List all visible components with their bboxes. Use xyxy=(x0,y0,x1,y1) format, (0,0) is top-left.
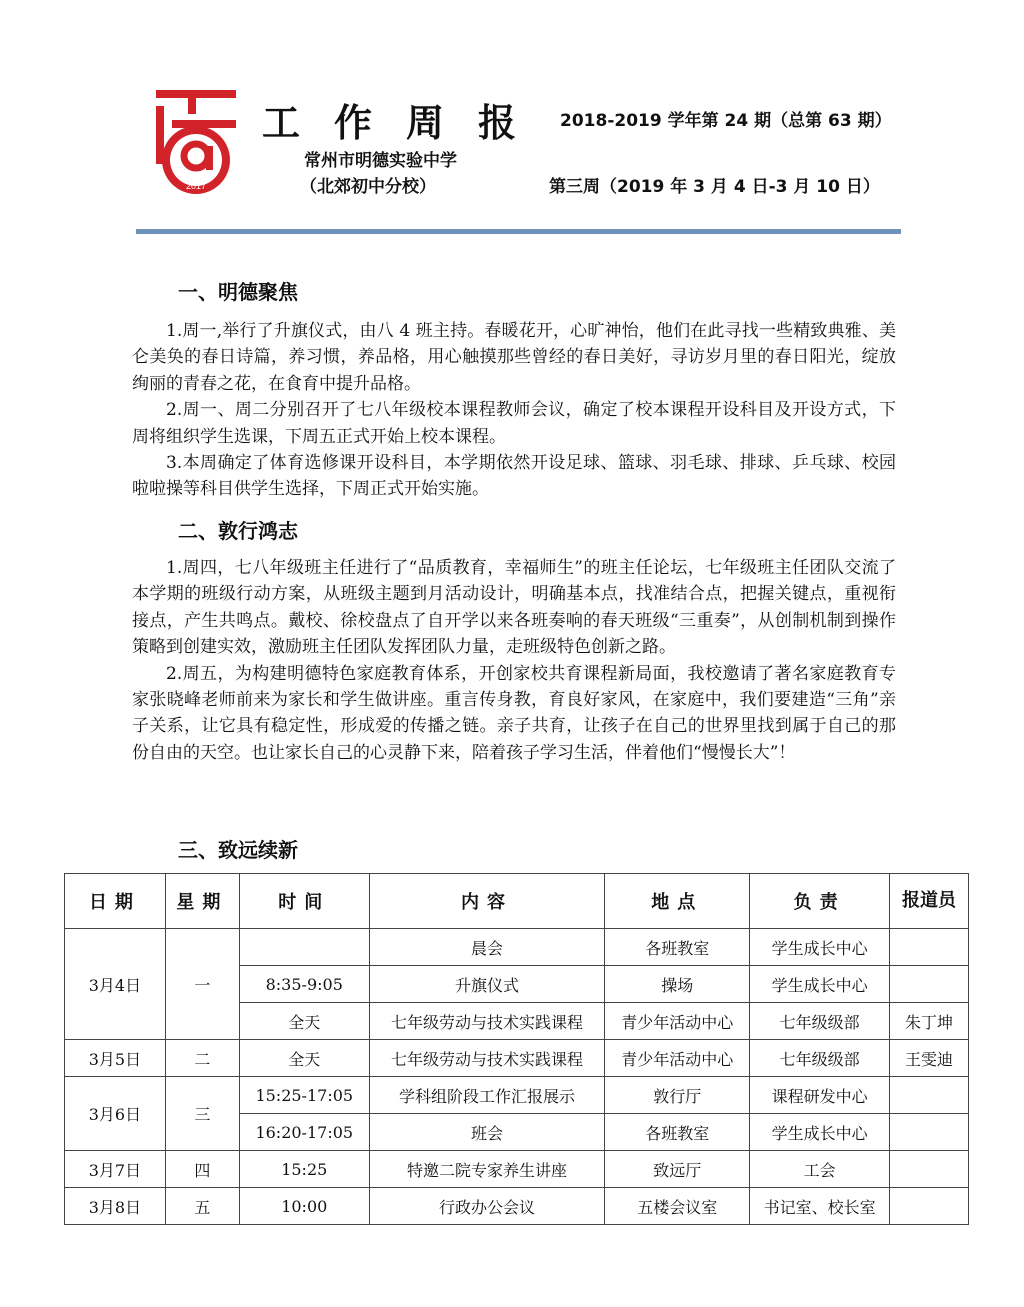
cell-time: 15:25-17:05 xyxy=(239,1077,369,1114)
paragraph: 2.周五，为构建明德特色家庭教育体系，开创家校共育课程新局面，我校邀请了著名家庭教育专家张晓峰老师前来为家长和学生做讲座。重言传身教，育良好家风，在家庭中，我们要建造“三角”亲子关系，让它具有稳定性，形成爱的传播之链。亲子共育，让孩子在自己的世界里找到属于自己的那份自由的天空。也让家长自己的心灵静下来，陪着孩子学习生活，伴着他们“慢慢长大”！ xyxy=(132,663,896,763)
col-header-time: 时间 xyxy=(239,874,369,929)
section-heading-2: 二、敦行鸿志 xyxy=(178,519,298,543)
cell-weekday: 四 xyxy=(165,1151,239,1188)
table-row xyxy=(65,1151,969,1188)
school-name: 常州市明德实验中学 xyxy=(304,151,457,171)
cell-place: 五楼会议室 xyxy=(605,1188,750,1225)
paragraph: 3.本周确定了体育选修课开设科目，本学期依然开设足球、篮球、羽毛球、排球、乒乓球、校园啦啦操等科目供学生选择，下周正式开始实施。 xyxy=(132,453,896,500)
issue-number: 2018-2019 学年第 24 期（总第 63 期） xyxy=(560,111,892,131)
cell-weekday: 五 xyxy=(165,1188,239,1225)
cell-owner: 七年级级部 xyxy=(750,1003,890,1040)
cell-place: 青少年活动中心 xyxy=(605,1040,750,1077)
cell-date: 3月4日 xyxy=(65,929,166,1040)
cell-owner: 学生成长中心 xyxy=(750,929,890,966)
branch-name: （北郊初中分校） xyxy=(300,177,436,197)
cell-content: 晨会 xyxy=(369,929,605,966)
cell-content: 班会 xyxy=(369,1114,605,1151)
cell-reporter: 朱丁坤 xyxy=(890,1003,969,1040)
cell-time: 15:25 xyxy=(239,1151,369,1188)
col-header-content: 内容 xyxy=(369,874,605,929)
cell-content: 学科组阶段工作汇报展示 xyxy=(369,1077,605,1114)
paragraph: 1.周四，七八年级班主任进行了“品质教育，幸福师生”的班主任论坛，七年级班主任团队交流了本学期的班级行动方案，从班级主题到月活动设计，明确基本点，找准结合点，把握关键点，重视衔接点，产生共鸣点。戴校、徐校盘点了自开学以来各班奏响的春天班级“三重奏”，从创制机制到操作策略到创建实效，激励班主任团队发挥团队力量，走班级特色创新之路。 xyxy=(132,558,896,658)
cell-owner: 学生成长中心 xyxy=(750,1114,890,1151)
cell-weekday: 一 xyxy=(165,929,239,1040)
cell-time: 16:20-17:05 xyxy=(239,1114,369,1151)
cell-time: 全天 xyxy=(239,1040,369,1077)
cell-place: 操场 xyxy=(605,966,750,1003)
cell-content: 升旗仪式 xyxy=(369,966,605,1003)
cell-place: 各班教室 xyxy=(605,929,750,966)
cell-owner: 学生成长中心 xyxy=(750,966,890,1003)
table-row xyxy=(65,1188,969,1225)
week-range: 第三周（2019 年 3 月 4 日-3 月 10 日） xyxy=(549,177,880,197)
cell-reporter xyxy=(890,1077,969,1114)
cell-content: 行政办公会议 xyxy=(369,1188,605,1225)
section-body-1 xyxy=(132,318,896,503)
page-title: 工作周报 xyxy=(262,101,551,145)
table-header-row xyxy=(65,874,969,929)
paragraph: 2.周一、周二分别召开了七八年级校本课程教师会议，确定了校本课程开设科目及开设方式，下周将组织学生选课，下周五正式开始上校本课程。 xyxy=(132,400,896,447)
col-header-place: 地点 xyxy=(605,874,750,929)
cell-reporter xyxy=(890,929,969,966)
section-body-2 xyxy=(132,555,896,766)
col-header-reporter: 报道员 xyxy=(890,874,969,929)
section-heading-3: 三、致远续新 xyxy=(178,838,298,862)
logo-year: 2017 xyxy=(185,181,207,191)
paragraph: 1.周一,举行了升旗仪式，由八 4 班主持。春暖花开，心旷神怡，他们在此寻找一些精致典雅、美仑美奂的春日诗篇，养习惯，养品格，用心触摸那些曾经的春日美好，寻访岁月里的春日阳光，绽放绚丽的青春之花，在食育中提升品格。 xyxy=(132,321,896,394)
cell-weekday: 三 xyxy=(165,1077,239,1151)
cell-date: 3月6日 xyxy=(65,1077,166,1151)
cell-place: 青少年活动中心 xyxy=(605,1003,750,1040)
table-row xyxy=(65,1040,969,1077)
school-logo xyxy=(150,86,242,198)
cell-reporter xyxy=(890,1188,969,1225)
cell-owner: 工会 xyxy=(750,1151,890,1188)
cell-weekday: 二 xyxy=(165,1040,239,1077)
cell-time: 10:00 xyxy=(239,1188,369,1225)
cell-time: 全天 xyxy=(239,1003,369,1040)
cell-place: 各班教室 xyxy=(605,1114,750,1151)
cell-time xyxy=(239,929,369,966)
cell-reporter: 王雯迪 xyxy=(890,1040,969,1077)
col-header-weekday: 星期 xyxy=(165,874,239,929)
cell-date: 3月8日 xyxy=(65,1188,166,1225)
cell-owner: 七年级级部 xyxy=(750,1040,890,1077)
cell-content: 特邀二院专家养生讲座 xyxy=(369,1151,605,1188)
cell-place: 敦行厅 xyxy=(605,1077,750,1114)
cell-reporter xyxy=(890,966,969,1003)
cell-owner: 书记室、校长室 xyxy=(750,1188,890,1225)
schedule-table xyxy=(64,873,969,1225)
cell-date: 3月7日 xyxy=(65,1151,166,1188)
cell-time: 8:35-9:05 xyxy=(239,966,369,1003)
cell-content: 七年级劳动与技术实践课程 xyxy=(369,1003,605,1040)
table-row xyxy=(65,929,969,966)
header-divider xyxy=(136,229,901,234)
table-row xyxy=(65,1077,969,1114)
col-header-owner: 负责 xyxy=(750,874,890,929)
cell-place: 致远厅 xyxy=(605,1151,750,1188)
cell-date: 3月5日 xyxy=(65,1040,166,1077)
cell-reporter xyxy=(890,1151,969,1188)
cell-owner: 课程研发中心 xyxy=(750,1077,890,1114)
section-heading-1: 一、明德聚焦 xyxy=(178,280,298,304)
col-header-date: 日期 xyxy=(65,874,166,929)
cell-reporter xyxy=(890,1114,969,1151)
cell-content: 七年级劳动与技术实践课程 xyxy=(369,1040,605,1077)
